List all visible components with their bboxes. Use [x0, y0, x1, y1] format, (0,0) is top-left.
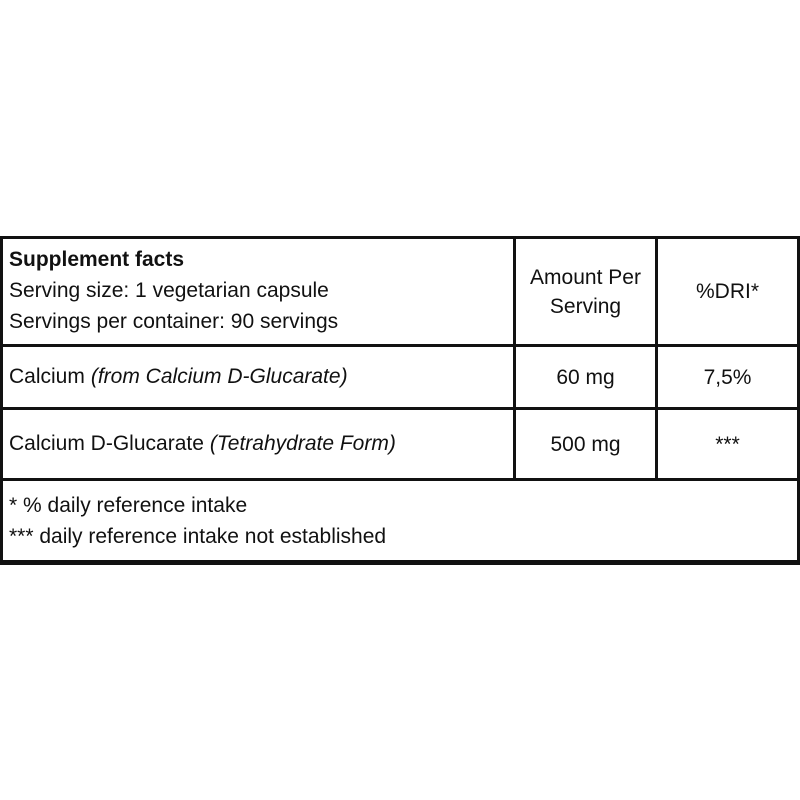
- ingredient-amount: 60 mg: [516, 347, 658, 407]
- table-title: Supplement facts: [9, 248, 185, 271]
- ingredient-name-note: (from Calcium D-Glucarate): [90, 365, 348, 388]
- ingredient-amount: 500 mg: [516, 410, 658, 478]
- table-row-calcium-d-glucarate: [3, 407, 797, 478]
- ingredient-dri: 7,5%: [703, 365, 752, 389]
- ingredient-name-calcium-d-glucarate: [3, 410, 516, 478]
- servings-per-container-text: Servings per container: 90 servings: [9, 310, 339, 333]
- ingredient-name-text: Calcium D-Glucarate: [9, 432, 204, 455]
- footnote-dri: * % daily reference intake: [9, 494, 248, 517]
- footnotes-cell: [3, 481, 797, 560]
- ingredient-name-calcium: [3, 347, 516, 407]
- table-footnotes-row: [3, 478, 797, 560]
- ingredient-name-text: Calcium: [9, 365, 85, 388]
- supplement-facts-table: [0, 236, 800, 565]
- column-header-dri: %DRI*: [695, 280, 759, 303]
- serving-size-text: Serving size: 1 vegetarian capsule: [9, 279, 329, 302]
- ingredient-name-note: (Tetrahydrate Form): [209, 432, 396, 455]
- table-row-calcium: [3, 344, 797, 407]
- footnote-not-established: *** daily reference intake not established: [9, 525, 387, 548]
- column-header-amount-per-serving: Amount Per Serving: [516, 239, 658, 344]
- table-header-row: [3, 239, 797, 344]
- ingredient-dri: ***: [715, 432, 740, 456]
- table-header-info: [3, 239, 516, 344]
